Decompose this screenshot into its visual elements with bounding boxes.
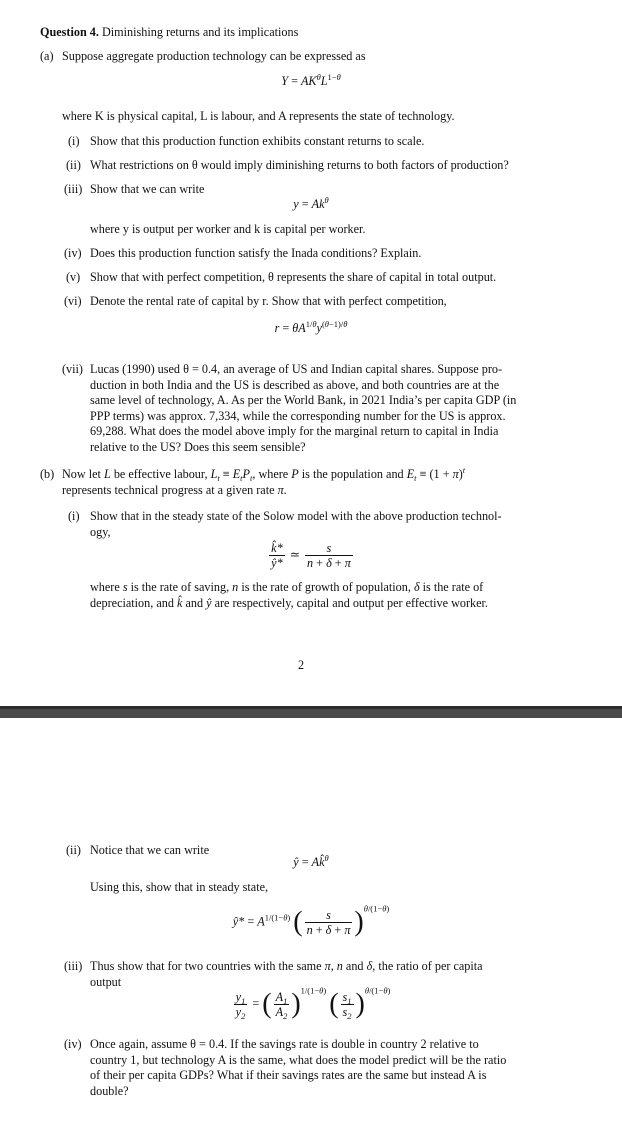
item-a-vii-label: (vii) bbox=[62, 362, 83, 376]
item-a-iv-text: Does this production function satisfy the Inada conditions? Explain. bbox=[90, 246, 422, 260]
item-b-ii-label: (ii) bbox=[66, 843, 81, 857]
item-b-iii-line-2: output bbox=[90, 975, 122, 989]
per-worker-equation: $y = Ak^\theta$ bbox=[293, 195, 329, 211]
steady-state-output-equation: ŷ* = $A^{1/(1-\theta)}$ ( $\frac{s}{n + \delta + \pi}$ )$^{\theta/(1-\theta)}$ bbox=[232, 903, 390, 938]
effective-output-equation: ŷ = Ak̂$^\theta$ bbox=[293, 853, 329, 869]
item-b-i-line-1: Show that in the steady state of the Solow model with the above production technol- bbox=[90, 509, 502, 523]
item-b-ii-text: Notice that we can write bbox=[90, 843, 210, 857]
item-b-iv-text: Once again, assume θ = 0.4. If the savings rate is double in country 2 relative to country 1, but technology A is the same, what does the model predict will be the ratio of their per capita GDPs? What if their savings rates are the same but instead A is double? bbox=[90, 1037, 507, 1098]
item-b-ii-show: Using this, show that in steady state, bbox=[90, 880, 269, 894]
production-function-equation: $Y = AK^\theta L^{1-\theta}$ bbox=[281, 72, 341, 88]
two-country-ratio-equation: $\frac{y_1}{y_2}$ = ( $\frac{A_1}{A_2}$ )$^{1/(1-\theta)}$ ( $\frac{s_1}{s_2}$ )$^{\theta/(1-\theta)}$ bbox=[235, 985, 391, 1021]
variable-definitions: where K is physical capital, L is labour, and A represents the state of technology. bbox=[62, 109, 455, 123]
per-worker-definitions: where y is output per worker and k is capital per worker. bbox=[90, 222, 366, 236]
part-b-label: (b) bbox=[40, 467, 55, 481]
item-a-vi-label: (vi) bbox=[64, 294, 82, 308]
item-a-vi-text: Denote the rental rate of capital by r. Show that with perfect competition, bbox=[90, 294, 447, 308]
page-number: 2 bbox=[297, 658, 305, 672]
page-separator bbox=[0, 706, 622, 718]
item-a-v-text: Show that with perfect competition, θ represents the share of capital in total output. bbox=[90, 270, 497, 284]
part-a-intro: Suppose aggregate production technology can be expressed as bbox=[62, 49, 366, 63]
item-b-i-where-1: where s is the rate of saving, n is the rate of growth of population, δ is the rate of bbox=[90, 580, 484, 594]
item-a-iii-label: (iii) bbox=[64, 182, 83, 196]
question-title: Question 4. Diminishing returns and its implications bbox=[40, 25, 299, 39]
item-a-iii-text: Show that we can write bbox=[90, 182, 205, 196]
item-a-ii-text: What restrictions on θ would imply diminishing returns to both factors of production? bbox=[90, 158, 509, 172]
item-a-i-label: (i) bbox=[68, 134, 80, 148]
item-a-v-label: (v) bbox=[66, 270, 81, 284]
part-b-line-1: Now let L be effective labour, $L_t \equiv E_tP_t$, where P is the population and $E_t \equiv (1 + \pi)^t$ bbox=[62, 465, 466, 483]
item-b-i-where-2: depreciation, and k̂ and ŷ are respectively, capital and output per effective worker. bbox=[90, 596, 488, 610]
item-a-iv-label: (iv) bbox=[64, 246, 82, 260]
item-b-iii-label: (iii) bbox=[64, 959, 83, 973]
item-a-ii-label: (ii) bbox=[66, 158, 81, 172]
item-a-vii-text: Lucas (1990) used θ = 0.4, an average of US and Indian capital shares. Suppose pro- duction in both India and the US is described as above, and both countries are at the same level of technology, A. As per the World Bank, in 2021 India’s per capita GDP (in PPP terms) was approx. 7,334, while the corresponding number for the US is approx. 69,288. What does the model above imply for the marginal return to capital in India relative to the US? Does this seem sensible? bbox=[90, 362, 517, 454]
document-page-2 bbox=[0, 718, 622, 1124]
item-b-iii-line-1: Thus show that for two countries with the same π, n and δ, the ratio of per capita bbox=[90, 959, 483, 973]
part-a-label: (a) bbox=[40, 49, 54, 63]
item-b-i-label: (i) bbox=[68, 509, 80, 523]
item-b-i-line-2: ogy, bbox=[90, 525, 111, 539]
rental-rate-equation: $r = \theta A^{1/\theta}y^{(\theta-1)/\theta}$ bbox=[274, 319, 348, 335]
item-b-iv-label: (iv) bbox=[64, 1037, 82, 1051]
steady-state-ratio-equation: $\frac{k̂*}{ŷ*}$ ≃ $\frac{s}{n + \delta + \pi}$ bbox=[271, 541, 351, 570]
item-a-i-text: Show that this production function exhibits constant returns to scale. bbox=[90, 134, 425, 148]
part-b-line-2: represents technical progress at a given rate π. bbox=[62, 483, 287, 497]
